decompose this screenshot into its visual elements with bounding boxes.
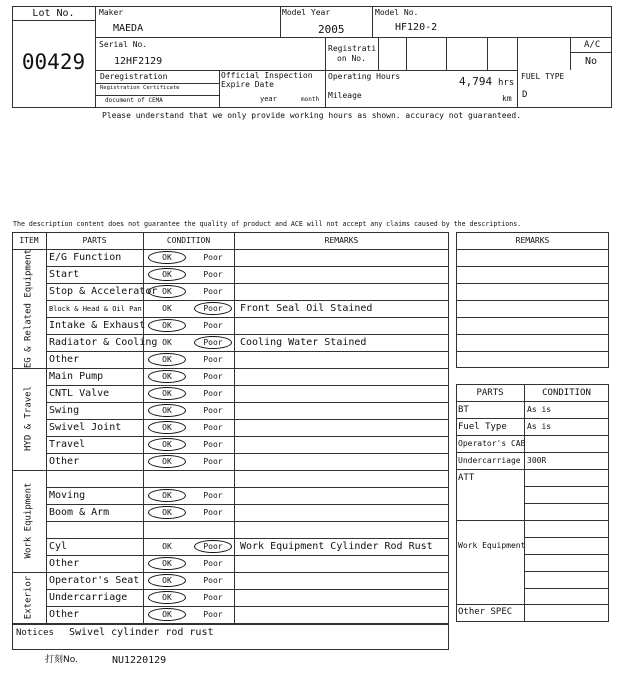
condition-ok: OK <box>162 576 172 585</box>
condition-ok: OK <box>162 457 172 466</box>
condition-poor: Poor <box>203 406 223 415</box>
registration-label-1: Registrati <box>328 44 377 53</box>
condition-ok: OK <box>162 338 172 347</box>
condition-poor: Poor <box>203 389 223 398</box>
ok-circle-mark <box>148 489 186 502</box>
row-part-label: Swing <box>49 405 80 416</box>
ok-circle-mark <box>148 455 186 468</box>
ok-circle-mark <box>148 557 186 570</box>
condition-poor: Poor <box>203 508 223 517</box>
row-part-label: Undercarriage <box>49 592 128 603</box>
row-part-label: Travel <box>49 439 86 450</box>
condition-ok: OK <box>162 440 172 449</box>
table-row <box>46 436 449 453</box>
km-unit: km <box>502 94 512 103</box>
condition-poor: Poor <box>203 576 223 585</box>
group-label: EG & Related Equipment <box>23 248 34 368</box>
ok-circle-mark <box>148 387 186 400</box>
ok-circle-mark <box>148 285 186 298</box>
group-label: Exterior <box>23 575 34 619</box>
condition-poor: Poor <box>203 372 223 381</box>
serial-value: 12HF2129 <box>114 56 163 67</box>
ok-circle-mark <box>148 404 186 417</box>
condition-ok: OK <box>162 593 172 602</box>
col-parts-header: PARTS <box>82 236 107 245</box>
dereg-sub-2: document of CEMA <box>105 97 163 104</box>
right-row-condition: 300R <box>527 456 547 465</box>
condition-ok: OK <box>162 559 172 568</box>
table-row <box>46 368 449 385</box>
stamp-label: 打刻No. <box>45 655 78 665</box>
poor-circle-mark <box>194 302 232 315</box>
lot-number: 00429 <box>21 50 86 74</box>
condition-ok: OK <box>162 355 172 364</box>
condition-poor: Poor <box>203 542 223 551</box>
row-part-label: CNTL Valve <box>49 388 110 399</box>
condition-poor: Poor <box>203 440 223 449</box>
model-year-value: 2005 <box>318 23 345 36</box>
condition-poor: Poor <box>203 253 223 262</box>
condition-poor: Poor <box>203 270 223 279</box>
col-item-header: ITEM <box>19 236 39 245</box>
notices-text: Swivel cylinder rod rust <box>69 627 214 638</box>
condition-poor: Poor <box>203 593 223 602</box>
notices-label: Notices <box>16 628 54 638</box>
poor-circle-mark <box>194 540 232 553</box>
ok-circle-mark <box>148 268 186 281</box>
ok-circle-mark <box>148 608 186 621</box>
table-row <box>46 402 449 419</box>
col-remarks-header: REMARKS <box>324 236 359 245</box>
ok-circle-mark <box>148 574 186 587</box>
row-part-label: Other <box>49 456 80 467</box>
table-row <box>46 453 449 470</box>
ok-circle-mark <box>148 438 186 451</box>
model-year-label: Model Year <box>282 8 331 17</box>
condition-ok: OK <box>162 508 172 517</box>
condition-ok: OK <box>162 389 172 398</box>
right-row-part: BT <box>458 405 469 415</box>
row-part-label: Main Pump <box>49 371 104 382</box>
condition-poor: Poor <box>203 559 223 568</box>
condition-ok: OK <box>162 406 172 415</box>
operating-hours-value: 4,794 <box>459 75 493 88</box>
fuel-type-value: D <box>522 90 528 100</box>
table-row <box>46 521 449 538</box>
row-part-label: Other <box>49 354 80 365</box>
ac-value: No <box>585 56 598 67</box>
row-remark: Work Equipment Cylinder Rod Rust <box>240 541 433 552</box>
lot-label: Lot No. <box>32 8 75 19</box>
condition-header: CONDITION <box>542 388 591 398</box>
table-row <box>46 470 449 487</box>
ok-circle-mark <box>148 251 186 264</box>
maker-value: MAEDA <box>113 23 144 34</box>
registration-label-2: on No. <box>337 54 366 63</box>
row-part-label: E/G Function <box>49 252 122 263</box>
row-part-label: Start <box>49 269 80 280</box>
row-part-label: Other <box>49 558 80 569</box>
condition-poor: Poor <box>203 338 223 347</box>
operating-hours-label: Operating Hours <box>328 72 401 81</box>
row-part-label: Block & Head & Oil Pan <box>49 305 142 313</box>
condition-poor: Poor <box>203 321 223 330</box>
condition-ok: OK <box>162 372 172 381</box>
row-part-label: Boom & Arm <box>49 507 110 518</box>
dereg-sub-1: Registration Certificate <box>100 85 180 91</box>
condition-ok: OK <box>162 491 172 500</box>
right-row-part: Fuel Type <box>458 422 507 432</box>
hrs-unit: hrs <box>498 78 515 88</box>
condition-ok: OK <box>162 321 172 330</box>
condition-ok: OK <box>162 287 172 296</box>
row-part-label: Swivel Joint <box>49 422 122 433</box>
header-note: Please understand that we only provide working hours as shown. accuracy not guaranteed. <box>102 111 522 120</box>
condition-ok: OK <box>162 610 172 619</box>
group-label: Work Equipment <box>23 482 34 559</box>
work-equipment-label: Work Equipment <box>458 541 526 550</box>
ac-label: A/C <box>584 40 601 50</box>
condition-poor: Poor <box>203 491 223 500</box>
model-no-value: HF120-2 <box>395 22 438 33</box>
table-row <box>46 266 449 283</box>
mileage-label: Mileage <box>328 91 362 100</box>
table-row <box>46 487 449 504</box>
row-part-label: Cyl <box>49 541 68 552</box>
ok-circle-mark <box>148 591 186 604</box>
table-row <box>46 606 449 623</box>
table-row <box>46 555 449 572</box>
right-row-condition: As is <box>527 405 552 414</box>
year-label: year <box>260 95 277 103</box>
condition-poor: Poor <box>203 304 223 313</box>
condition-ok: OK <box>162 253 172 262</box>
inspection-label-1: Official Inspection <box>221 71 313 80</box>
group-label: HYD & Travel <box>23 385 34 452</box>
other-spec-label: Other SPEC <box>458 607 513 617</box>
parts-header: PARTS <box>476 388 504 398</box>
row-part-label: Radiator & Cooling <box>49 337 158 348</box>
condition-ok: OK <box>162 304 172 313</box>
inspection-label-2: Expire Date <box>221 80 274 89</box>
condition-poor: Poor <box>203 457 223 466</box>
condition-poor: Poor <box>203 287 223 296</box>
model-no-label: Model No. <box>375 8 419 17</box>
condition-ok: OK <box>162 270 172 279</box>
maker-label: Maker <box>99 8 124 17</box>
row-remark: Front Seal Oil Stained <box>240 303 373 314</box>
condition-ok: OK <box>162 542 172 551</box>
col-condition-header: CONDITION <box>166 236 211 245</box>
ok-circle-mark <box>148 353 186 366</box>
dereg-label: Deregistration <box>100 72 168 81</box>
disclaimer: The description content does not guarantee the quality of product and ACE will not accept any claims caused by the descriptions. <box>13 220 522 228</box>
condition-poor: Poor <box>203 423 223 432</box>
row-part-label: Stop & Accelerator <box>49 286 158 297</box>
right-row-part: ATT <box>458 473 475 483</box>
row-part-label: Operator's Seat <box>49 575 140 586</box>
row-part-label: Moving <box>49 490 86 501</box>
condition-poor: Poor <box>203 355 223 364</box>
row-part-label: Other <box>49 609 80 620</box>
ok-circle-mark <box>148 421 186 434</box>
fuel-type-label: FUEL TYPE <box>521 72 565 81</box>
poor-circle-mark <box>194 336 232 349</box>
serial-label: Serial No. <box>99 40 148 49</box>
table-row <box>46 351 449 368</box>
right-row-part: Undercarriage <box>458 456 521 465</box>
ok-circle-mark <box>148 506 186 519</box>
row-part-label: Intake & Exhaust <box>49 320 146 331</box>
right-row-part: Operator's CAB <box>458 439 526 448</box>
ok-circle-mark <box>148 370 186 383</box>
condition-ok: OK <box>162 423 172 432</box>
right-remarks-header: REMARKS <box>515 236 550 245</box>
condition-poor: Poor <box>203 610 223 619</box>
stamp-number: NU1220129 <box>112 655 167 666</box>
month-label: month <box>301 96 320 103</box>
row-remark: Cooling Water Stained <box>240 337 367 348</box>
ok-circle-mark <box>148 319 186 332</box>
right-row-condition: As is <box>527 422 552 431</box>
